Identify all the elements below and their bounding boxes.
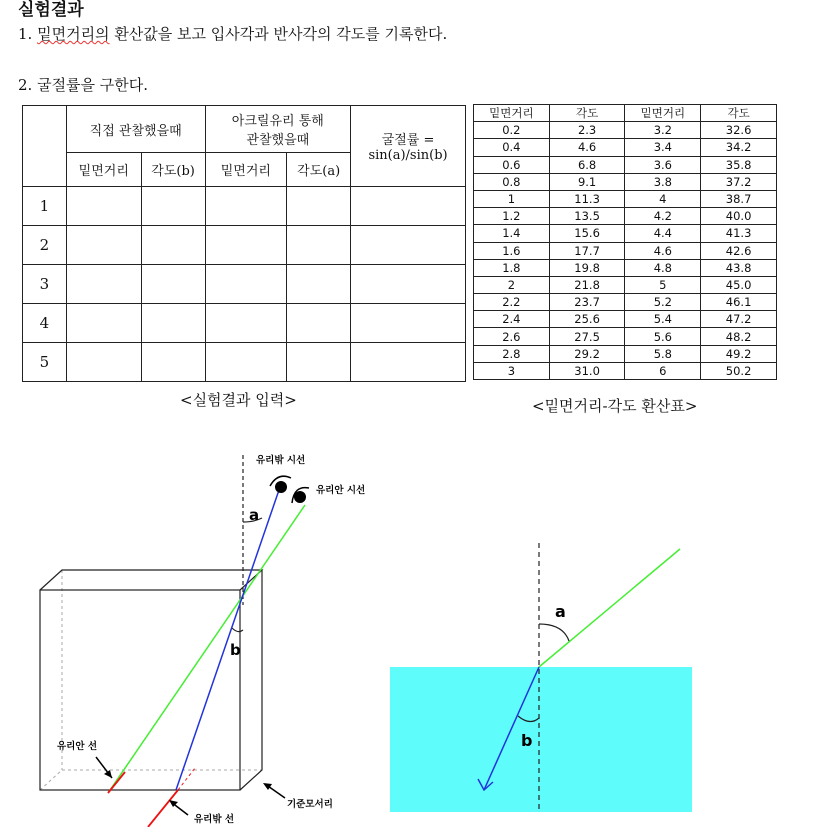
- conv-cell: 13.5: [549, 208, 625, 225]
- conv-cell: 35.8: [701, 156, 777, 173]
- caption-conversion-table: <밑면거리-각도 환산표>: [532, 397, 698, 415]
- label-angle-a-left: a: [249, 506, 260, 524]
- conv-cell: 49.2: [701, 345, 777, 362]
- caption-input-table: <실험결과 입력>: [180, 391, 297, 409]
- input-cell[interactable]: [141, 343, 205, 382]
- label-inside-view: 유리안 시선: [316, 485, 366, 496]
- conv-cell: 43.8: [701, 259, 777, 276]
- row-number: 1: [23, 187, 67, 226]
- experiment-input-table: [22, 105, 466, 382]
- conv-cell: 4.8: [625, 259, 701, 276]
- conv-cell: 2.3: [549, 122, 625, 139]
- conv-row: [474, 208, 777, 225]
- conv-cell: 45.0: [701, 276, 777, 293]
- input-cell[interactable]: [351, 343, 466, 382]
- conv-cell: 29.2: [549, 345, 625, 362]
- conv-cell: 15.6: [549, 225, 625, 242]
- refraction-diagrams: [0, 430, 830, 827]
- conv-cell: 5.2: [625, 294, 701, 311]
- glass-medium: [390, 667, 692, 812]
- input-cell[interactable]: [66, 265, 141, 304]
- input-cell[interactable]: [351, 304, 466, 343]
- row-number: 2: [23, 226, 67, 265]
- conv-row: [474, 276, 777, 293]
- conv-row: [474, 156, 777, 173]
- conv-cell: 41.3: [701, 225, 777, 242]
- conv-row: [474, 311, 777, 328]
- conv-cell: 5.6: [625, 328, 701, 345]
- conv-header: 각도: [701, 105, 777, 122]
- conv-cell: 5.4: [625, 311, 701, 328]
- input-cell[interactable]: [66, 343, 141, 382]
- green-ray-left: [108, 505, 305, 793]
- input-cell[interactable]: [287, 343, 351, 382]
- input-cell[interactable]: [205, 343, 287, 382]
- conv-cell: 11.3: [549, 190, 625, 207]
- conv-cell: 17.7: [549, 242, 625, 259]
- label-angle-b-left: b: [230, 641, 241, 659]
- conv-cell: 2.6: [474, 328, 550, 345]
- distance-angle-conversion-table: [473, 104, 777, 380]
- conv-cell: 0.4: [474, 139, 550, 156]
- conv-cell: 1.2: [474, 208, 550, 225]
- conv-cell: 42.6: [701, 242, 777, 259]
- row-number: 5: [23, 343, 67, 382]
- input-cell[interactable]: [205, 226, 287, 265]
- input-cell[interactable]: [141, 187, 205, 226]
- conv-cell: 9.1: [549, 173, 625, 190]
- conv-cell: 23.7: [549, 294, 625, 311]
- conv-header: 밑면거리: [474, 105, 550, 122]
- input-cell[interactable]: [351, 187, 466, 226]
- conv-cell: 2.8: [474, 345, 550, 362]
- subheader-angle-b: 각도(b): [141, 153, 205, 187]
- conv-cell: 3.2: [625, 122, 701, 139]
- conv-cell: 0.2: [474, 122, 550, 139]
- conv-cell: 1.4: [474, 225, 550, 242]
- conv-cell: 48.2: [701, 328, 777, 345]
- label-angle-a-right: a: [555, 602, 566, 621]
- conv-cell: 4.6: [625, 242, 701, 259]
- input-cell[interactable]: [351, 226, 466, 265]
- conv-cell: 47.2: [701, 311, 777, 328]
- input-cell[interactable]: [66, 226, 141, 265]
- input-cell[interactable]: [205, 304, 287, 343]
- input-cell[interactable]: [287, 304, 351, 343]
- conv-cell: 4: [625, 190, 701, 207]
- conv-cell: 2.4: [474, 311, 550, 328]
- input-cell[interactable]: [66, 304, 141, 343]
- conv-header: 각도: [549, 105, 625, 122]
- conv-cell: 40.0: [701, 208, 777, 225]
- input-cell[interactable]: [287, 187, 351, 226]
- conv-cell: 25.6: [549, 311, 625, 328]
- input-cell[interactable]: [141, 226, 205, 265]
- conv-row: [474, 122, 777, 139]
- conv-cell: 4.2: [625, 208, 701, 225]
- conv-row: [474, 345, 777, 362]
- input-cell[interactable]: [205, 265, 287, 304]
- conv-cell: 4.6: [549, 139, 625, 156]
- header-refraction-index: 굴절률 = sin(a)/sin(b): [351, 106, 466, 187]
- conv-cell: 5: [625, 276, 701, 293]
- conv-cell: 1: [474, 190, 550, 207]
- conv-cell: 6.8: [549, 156, 625, 173]
- outside-red-line: [148, 790, 178, 827]
- conv-row: [474, 362, 777, 379]
- conv-row: [474, 259, 777, 276]
- conv-cell: 3: [474, 362, 550, 379]
- instruction-step-1: [18, 23, 447, 44]
- conv-cell: 6: [625, 362, 701, 379]
- conv-cell: 46.1: [701, 294, 777, 311]
- conv-cell: 37.2: [701, 173, 777, 190]
- label-outside-view: 유리밖 시선: [256, 455, 306, 466]
- label-reference-edge: 기준모서리: [287, 799, 333, 810]
- row-number: 3: [23, 265, 67, 304]
- conv-cell: 1.8: [474, 259, 550, 276]
- input-cell[interactable]: [205, 187, 287, 226]
- conv-cell: 0.8: [474, 173, 550, 190]
- conv-row: [474, 242, 777, 259]
- conv-row: [474, 190, 777, 207]
- label-angle-b-right: b: [521, 731, 533, 750]
- acrylic-block-diagram: [40, 454, 365, 827]
- eye-outside-icon: [270, 476, 291, 493]
- conv-cell: 4.4: [625, 225, 701, 242]
- conv-cell: 1.6: [474, 242, 550, 259]
- conv-cell: 38.7: [701, 190, 777, 207]
- input-cell[interactable]: [287, 226, 351, 265]
- conv-row: [474, 328, 777, 345]
- conv-cell: 27.5: [549, 328, 625, 345]
- header-through-glass: 아크릴유리 통해 관찰했을때: [205, 106, 351, 153]
- input-cell[interactable]: [141, 265, 205, 304]
- input-cell[interactable]: [351, 265, 466, 304]
- conv-cell: 2: [474, 276, 550, 293]
- conv-cell: 0.6: [474, 156, 550, 173]
- step1-spellcheck-word: 밑면거리의: [37, 25, 110, 43]
- input-cell[interactable]: [66, 187, 141, 226]
- instruction-step-2: 2. 굴절률을 구한다.: [18, 76, 149, 94]
- conv-cell: 3.8: [625, 173, 701, 190]
- label-outside-line: 유리밖 선: [194, 814, 235, 825]
- conv-row: [474, 173, 777, 190]
- section-heading: 실험결과: [18, 0, 84, 20]
- conv-header: 밑면거리: [625, 105, 701, 122]
- surface-refraction-diagram: [390, 543, 692, 812]
- step1-prefix: 1.: [18, 25, 38, 43]
- blue-ray-left: [176, 490, 279, 790]
- input-cell[interactable]: [141, 304, 205, 343]
- conv-cell: 21.8: [549, 276, 625, 293]
- conv-cell: 19.8: [549, 259, 625, 276]
- conv-row: [474, 294, 777, 311]
- eye-inside-icon: [292, 488, 309, 503]
- conv-cell: 3.4: [625, 139, 701, 156]
- conv-cell: 34.2: [701, 139, 777, 156]
- label-inside-line: 유리안 선: [57, 741, 98, 752]
- conv-row: [474, 225, 777, 242]
- header-direct: 직접 관찰했을때: [66, 106, 205, 153]
- corner-cell: [23, 106, 67, 187]
- conv-cell: 32.6: [701, 122, 777, 139]
- conv-cell: 50.2: [701, 362, 777, 379]
- conv-cell: 2.2: [474, 294, 550, 311]
- step1-text: 환산값을 보고 입사각과 반사각의 각도를 기록한다.: [109, 25, 448, 43]
- subheader-angle-a: 각도(a): [287, 153, 351, 187]
- conv-cell: 5.8: [625, 345, 701, 362]
- row-number: 4: [23, 304, 67, 343]
- input-cell[interactable]: [287, 265, 351, 304]
- subheader-base-distance-direct: 밑면거리: [66, 153, 141, 187]
- conv-row: [474, 139, 777, 156]
- conv-cell: 31.0: [549, 362, 625, 379]
- subheader-base-distance-glass: 밑면거리: [205, 153, 287, 187]
- conv-cell: 3.6: [625, 156, 701, 173]
